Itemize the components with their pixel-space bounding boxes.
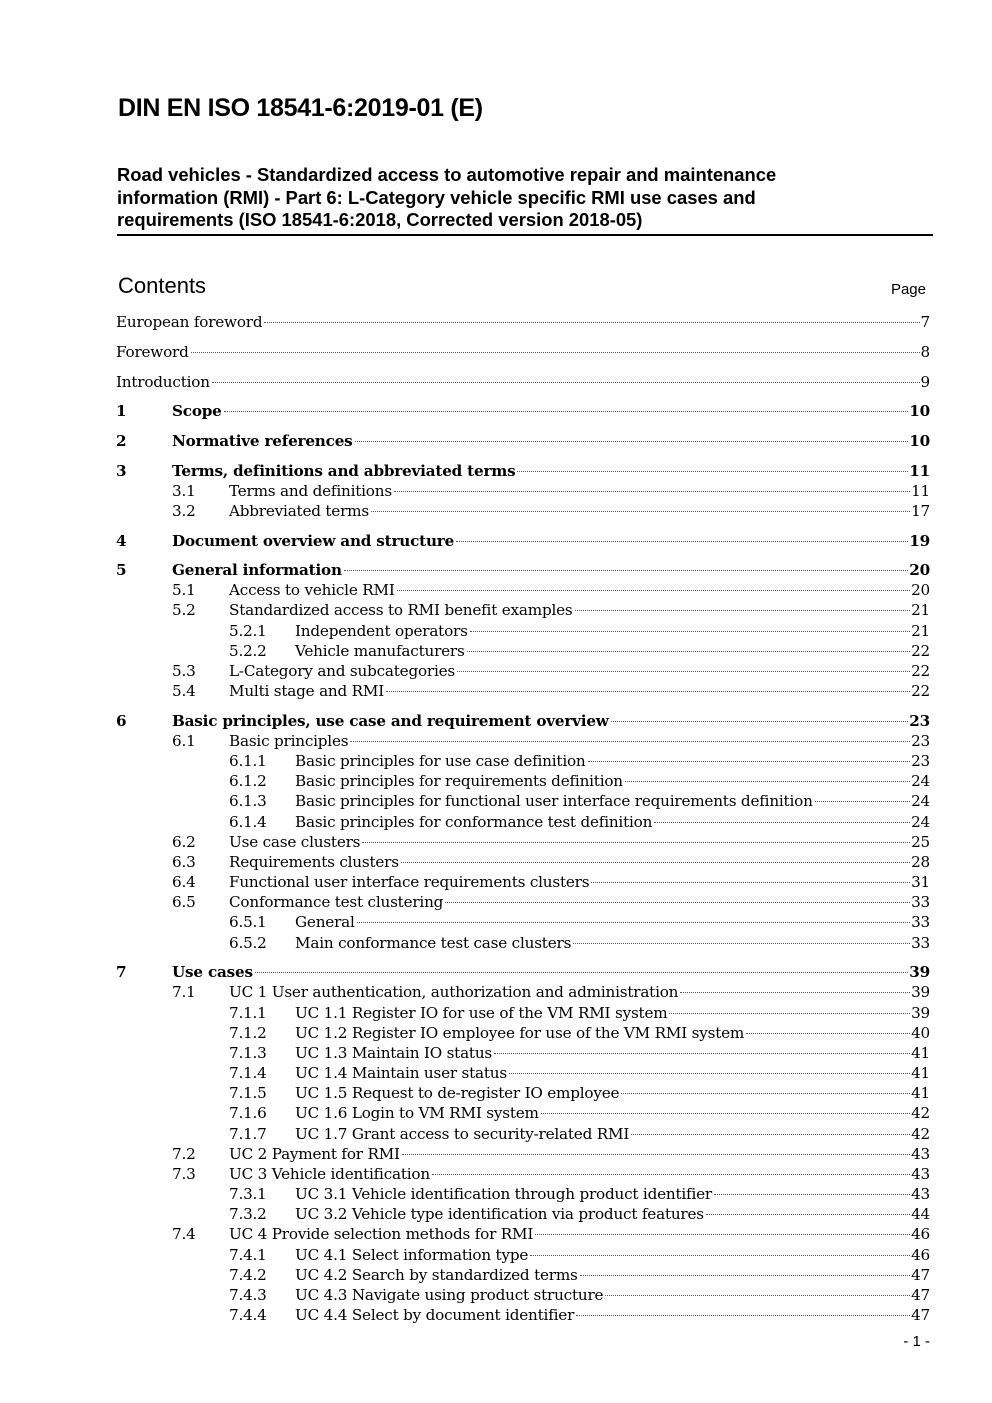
toc-leader-dots — [680, 991, 910, 993]
toc-entry-title: Main conformance test case clusters — [295, 934, 572, 952]
toc-entry-title: UC 1.1 Register IO for use of the VM RMI system — [295, 1004, 668, 1022]
toc-entry[interactable] — [116, 372, 930, 392]
toc-leader-dots — [631, 1133, 910, 1135]
toc-entry[interactable] — [229, 1124, 930, 1144]
toc-entry[interactable] — [172, 1144, 930, 1164]
toc-entry[interactable] — [172, 892, 930, 912]
toc-leader-dots — [654, 821, 910, 823]
toc-entry-title: Scope — [172, 402, 222, 420]
toc-entry-title: UC 4.2 Search by standardized terms — [295, 1266, 578, 1284]
toc-entry-page: 20 — [909, 561, 930, 579]
toc-leader-dots — [397, 589, 910, 591]
toc-entry-page: 23 — [909, 712, 930, 730]
toc-entry-number: 5.2.1 — [229, 622, 267, 640]
document-title: DIN EN ISO 18541-6:2019-01 (E) — [118, 94, 483, 122]
toc-entry-title: Multi stage and RMI — [229, 682, 385, 700]
toc-leader-dots — [264, 321, 919, 323]
toc-entry-page: 46 — [911, 1246, 930, 1264]
toc-entry[interactable] — [116, 461, 930, 481]
toc-entry[interactable] — [172, 481, 930, 501]
toc-leader-dots — [470, 630, 910, 632]
toc-entry-title: Basic principles for conformance test definition — [295, 813, 653, 831]
toc-entry-page: 19 — [909, 532, 930, 550]
toc-entry[interactable] — [229, 1285, 930, 1305]
toc-entry-page: 21 — [911, 601, 930, 619]
toc-leader-dots — [212, 381, 920, 383]
toc-entry-page: 11 — [911, 482, 930, 500]
toc-entry-page: 10 — [909, 432, 930, 450]
toc-entry-number: 7.3.1 — [229, 1185, 267, 1203]
toc-leader-dots — [611, 720, 909, 722]
toc-leader-dots — [746, 1032, 910, 1034]
toc-entry-number: 3.2 — [172, 502, 196, 520]
toc-entry-page: 39 — [911, 983, 930, 1001]
toc-entry[interactable] — [116, 531, 930, 551]
toc-leader-dots — [457, 670, 910, 672]
toc-entry-page: 22 — [911, 642, 930, 660]
toc-entry-page: 24 — [911, 772, 930, 790]
toc-leader-dots — [467, 650, 910, 652]
toc-entry-page: 39 — [911, 1004, 930, 1022]
toc-entry-page: 33 — [911, 934, 930, 952]
toc-leader-dots — [401, 861, 910, 863]
toc-entry-page: 41 — [911, 1044, 930, 1062]
toc-leader-dots — [445, 901, 910, 903]
toc-entry-number: 7.4.4 — [229, 1306, 267, 1324]
toc-leader-dots — [575, 609, 911, 611]
toc-entry-number: 7.1.5 — [229, 1084, 267, 1102]
toc-entry[interactable] — [116, 431, 930, 451]
toc-entry-title: Use cases — [172, 963, 253, 981]
toc-entry-number: 7.4.1 — [229, 1246, 267, 1264]
toc-entry-title: UC 1.2 Register IO employee for use of the VM RMI system — [295, 1024, 745, 1042]
toc-entry[interactable] — [229, 1063, 930, 1083]
toc-leader-dots — [386, 690, 910, 692]
toc-entry-title: UC 1.5 Request to de-register IO employee — [295, 1084, 620, 1102]
toc-entry[interactable] — [229, 1184, 930, 1204]
toc-entry-page: 22 — [911, 682, 930, 700]
toc-entry-number: 7.1.4 — [229, 1064, 267, 1082]
toc-leader-dots — [494, 1052, 910, 1054]
toc-leader-dots — [224, 410, 909, 412]
toc-entry[interactable] — [116, 560, 930, 580]
toc-entry[interactable] — [172, 852, 930, 872]
toc-entry[interactable] — [116, 711, 930, 731]
toc-entry-page: 42 — [911, 1125, 930, 1143]
toc-entry[interactable] — [116, 962, 930, 982]
toc-entry-title: UC 4.4 Select by document identifier — [295, 1306, 575, 1324]
toc-entry-number: 6.2 — [172, 833, 196, 851]
toc-entry-number: 7.2 — [172, 1145, 196, 1163]
toc-entry-number: 6.5.2 — [229, 934, 267, 952]
toc-entry-page: 41 — [911, 1084, 930, 1102]
toc-entry-title: Normative references — [172, 432, 353, 450]
toc-entry[interactable] — [229, 621, 930, 641]
toc-entry-title: UC 3.1 Vehicle identification through product identifier — [295, 1185, 712, 1203]
toc-leader-dots — [371, 510, 910, 512]
toc-entry-page: 8 — [920, 343, 930, 361]
toc-leader-dots — [394, 490, 910, 492]
toc-entry[interactable] — [116, 312, 930, 332]
toc-entry[interactable] — [229, 641, 930, 661]
toc-entry[interactable] — [172, 832, 930, 852]
toc-entry-title: UC 3.2 Vehicle type identification via product features — [295, 1205, 704, 1223]
toc-entry[interactable] — [229, 791, 930, 811]
toc-leader-dots — [580, 1274, 910, 1276]
toc-entry-number: 5 — [116, 561, 127, 579]
toc-entry-title: UC 1.3 Maintain IO status — [295, 1044, 493, 1062]
toc-entry-title: Basic principles for functional user interface requirements definition — [295, 792, 813, 810]
toc-entry-page: 44 — [911, 1205, 930, 1223]
toc-entry-title: Foreword — [116, 343, 189, 361]
toc-leader-dots — [355, 440, 909, 442]
toc-entry[interactable] — [229, 1103, 930, 1123]
toc-leader-dots — [456, 540, 908, 542]
toc-entry-title: UC 3 Vehicle identification — [229, 1165, 430, 1183]
toc-leader-dots — [714, 1193, 910, 1195]
toc-entry-number: 3 — [116, 462, 127, 480]
toc-entry-page: 17 — [911, 502, 930, 520]
toc-entry-number: 3.1 — [172, 482, 196, 500]
page-column-label: Page — [890, 281, 926, 298]
toc-entry-title: Basic principles for use case definition — [295, 752, 586, 770]
toc-entry-number: 7.3 — [172, 1165, 196, 1183]
toc-entry-page: 22 — [911, 662, 930, 680]
toc-entry-title: General — [295, 913, 355, 931]
toc-entry-number: 7 — [116, 963, 127, 981]
toc-entry-title: Terms, definitions and abbreviated terms — [172, 462, 516, 480]
toc-entry-title: Functional user interface requirements clusters — [229, 873, 590, 891]
toc-entry-number: 6.4 — [172, 873, 196, 891]
subtitle-line: requirements (ISO 18541-6:2018, Corrected version 2018-05) — [117, 209, 643, 230]
toc-entry[interactable] — [172, 600, 930, 620]
toc-entry[interactable] — [172, 501, 930, 521]
toc-entry-page: 46 — [911, 1225, 930, 1243]
toc-entry-page: 39 — [909, 963, 930, 981]
toc-leader-dots — [362, 841, 910, 843]
toc-entry[interactable] — [229, 1245, 930, 1265]
toc-entry-page: 43 — [911, 1185, 930, 1203]
toc-entry-title: European foreword — [116, 313, 263, 331]
toc-leader-dots — [350, 740, 910, 742]
toc-entry-title: UC 4.3 Navigate using product structure — [295, 1286, 604, 1304]
toc-leader-dots — [402, 1153, 910, 1155]
toc-entry-page: 28 — [911, 853, 930, 871]
toc-entry[interactable] — [172, 731, 930, 751]
toc-entry-title: UC 4.1 Select information type — [295, 1246, 529, 1264]
toc-entry-number: 6.5 — [172, 893, 196, 911]
toc-leader-dots — [605, 1294, 910, 1296]
toc-entry-number: 5.4 — [172, 682, 196, 700]
toc-entry-page: 43 — [911, 1145, 930, 1163]
toc-entry-number: 6.1.3 — [229, 792, 267, 810]
toc-entry-title: General information — [172, 561, 342, 579]
toc-entry[interactable] — [229, 812, 930, 832]
toc-leader-dots — [625, 780, 910, 782]
toc-entry[interactable] — [172, 681, 930, 701]
toc-entry-title: Basic principles, use case and requirement overview — [172, 712, 609, 730]
toc-entry-number: 7.1.3 — [229, 1044, 267, 1062]
toc-entry-number: 5.1 — [172, 581, 196, 599]
toc-entry-number: 5.3 — [172, 662, 196, 680]
toc-leader-dots — [573, 942, 910, 944]
toc-entry[interactable] — [172, 580, 930, 600]
toc-entry[interactable] — [116, 401, 930, 421]
toc-entry-page: 24 — [911, 792, 930, 810]
toc-entry-title: Conformance test clustering — [229, 893, 444, 911]
toc-entry-number: 7.4 — [172, 1225, 196, 1243]
toc-entry-title: Independent operators — [295, 622, 468, 640]
toc-entry[interactable] — [229, 771, 930, 791]
toc-entry[interactable] — [172, 872, 930, 892]
toc-leader-dots — [591, 881, 910, 883]
toc-leader-dots — [588, 760, 911, 762]
toc-entry-number: 7.1 — [172, 983, 196, 1001]
toc-entry-page: 41 — [911, 1064, 930, 1082]
toc-entry-title: Basic principles for requirements definition — [295, 772, 623, 790]
toc-entry[interactable] — [172, 1164, 930, 1184]
toc-entry-title: Abbreviated terms — [229, 502, 369, 520]
toc-entry[interactable] — [229, 1043, 930, 1063]
toc-leader-dots — [344, 569, 908, 571]
toc-entry[interactable] — [229, 1023, 930, 1043]
toc-entry-page: 43 — [911, 1165, 930, 1183]
toc-entry-page: 33 — [911, 913, 930, 931]
toc-entry-page: 24 — [911, 813, 930, 831]
toc-leader-dots — [621, 1092, 910, 1094]
toc-entry-title: Requirements clusters — [229, 853, 399, 871]
toc-entry-page: 10 — [909, 402, 930, 420]
toc-entry-page: 9 — [920, 373, 930, 391]
toc-entry-page: 25 — [911, 833, 930, 851]
toc-entry-number: 2 — [116, 432, 127, 450]
toc-entry-page: 7 — [920, 313, 930, 331]
toc-entry-page: 47 — [911, 1306, 930, 1324]
toc-entry-title: Vehicle manufacturers — [295, 642, 465, 660]
toc-entry-page: 47 — [911, 1286, 930, 1304]
toc-leader-dots — [255, 971, 908, 973]
toc-entry-number: 7.1.1 — [229, 1004, 267, 1022]
toc-entry-page: 21 — [911, 622, 930, 640]
toc-entry-page: 33 — [911, 893, 930, 911]
toc-entry-title: UC 1.4 Maintain user status — [295, 1064, 507, 1082]
toc-entry-title: UC 2 Payment for RMI — [229, 1145, 400, 1163]
toc-entry[interactable] — [172, 1224, 930, 1244]
toc-entry[interactable] — [229, 912, 930, 932]
toc-entry-title: Introduction — [116, 373, 210, 391]
contents-heading: Contents — [118, 273, 207, 298]
subtitle-line: Road vehicles - Standardized access to automotive repair and maintenance — [117, 164, 777, 185]
toc-leader-dots — [432, 1173, 910, 1175]
toc-entry[interactable] — [229, 1083, 930, 1103]
toc-entry[interactable] — [229, 751, 930, 771]
toc-entry-title: UC 1.7 Grant access to security-related RMI — [295, 1125, 630, 1143]
toc-leader-dots — [541, 1112, 910, 1114]
toc-entry-title: Document overview and structure — [172, 532, 455, 550]
toc-entry-number: 4 — [116, 532, 127, 550]
toc-leader-dots — [576, 1314, 910, 1316]
toc-leader-dots — [517, 470, 908, 472]
toc-entry[interactable] — [229, 1265, 930, 1285]
toc-entry-number: 6.1.4 — [229, 813, 267, 831]
toc-leader-dots — [706, 1213, 910, 1215]
toc-entry-title: L-Category and subcategories — [229, 662, 456, 680]
toc-entry[interactable] — [172, 661, 930, 681]
document-subtitle — [117, 164, 933, 236]
toc-entry-number: 6.1.1 — [229, 752, 267, 770]
toc-entry-number: 7.1.7 — [229, 1125, 267, 1143]
toc-entry[interactable] — [229, 1204, 930, 1224]
toc-entry-page: 31 — [911, 873, 930, 891]
toc-entry-title: Access to vehicle RMI — [229, 581, 395, 599]
toc-entry-number: 6 — [116, 712, 127, 730]
toc-entry-number: 6.5.1 — [229, 913, 267, 931]
toc-entry-title: Terms and definitions — [229, 482, 392, 500]
toc-entry-title: Standardized access to RMI benefit examples — [229, 601, 573, 619]
toc-entry-number: 7.1.6 — [229, 1104, 267, 1122]
toc-entry[interactable] — [229, 933, 930, 953]
toc-entry-page: 42 — [911, 1104, 930, 1122]
toc-entry-number: 7.4.3 — [229, 1286, 267, 1304]
toc-entry-number: 7.4.2 — [229, 1266, 267, 1284]
toc-entry-title: Basic principles — [229, 732, 349, 750]
toc-entry-number: 5.2 — [172, 601, 196, 619]
toc-entry-number: 7.1.2 — [229, 1024, 267, 1042]
toc-entry-page: 40 — [911, 1024, 930, 1042]
toc-entry[interactable] — [116, 342, 930, 362]
toc-entry-number: 6.1 — [172, 732, 196, 750]
toc-leader-dots — [815, 800, 910, 802]
subtitle-line: information (RMI) - Part 6: L-Category vehicle specific RMI use cases and — [117, 186, 756, 208]
toc-entry-title: UC 1 User authentication, authorization and administration — [229, 983, 679, 1001]
toc-leader-dots — [530, 1254, 910, 1256]
toc-entry-number: 1 — [116, 402, 127, 420]
toc-entry-number: 6.1.2 — [229, 772, 267, 790]
toc-entry-page: 23 — [911, 752, 930, 770]
toc-leader-dots — [669, 1012, 910, 1014]
toc-leader-dots — [191, 351, 920, 353]
toc-entry[interactable] — [229, 1305, 930, 1325]
toc-entry-title: Use case clusters — [229, 833, 361, 851]
toc-entry-number: 5.2.2 — [229, 642, 267, 660]
toc-leader-dots — [535, 1233, 910, 1235]
toc-entry[interactable] — [229, 1003, 930, 1023]
page-number: - 1 - — [903, 1333, 930, 1350]
toc-entry-title: UC 1.6 Login to VM RMI system — [295, 1104, 539, 1122]
toc-entry-page: 11 — [909, 462, 930, 480]
toc-entry-page: 20 — [911, 581, 930, 599]
toc-entry-number: 6.3 — [172, 853, 196, 871]
toc-leader-dots — [509, 1072, 910, 1074]
toc-entry-page: 23 — [911, 732, 930, 750]
toc-entry-page: 47 — [911, 1266, 930, 1284]
toc-entry-title: UC 4 Provide selection methods for RMI — [229, 1225, 534, 1243]
toc-leader-dots — [357, 921, 910, 923]
toc-entry[interactable] — [172, 982, 930, 1002]
toc-entry-number: 7.3.2 — [229, 1205, 267, 1223]
